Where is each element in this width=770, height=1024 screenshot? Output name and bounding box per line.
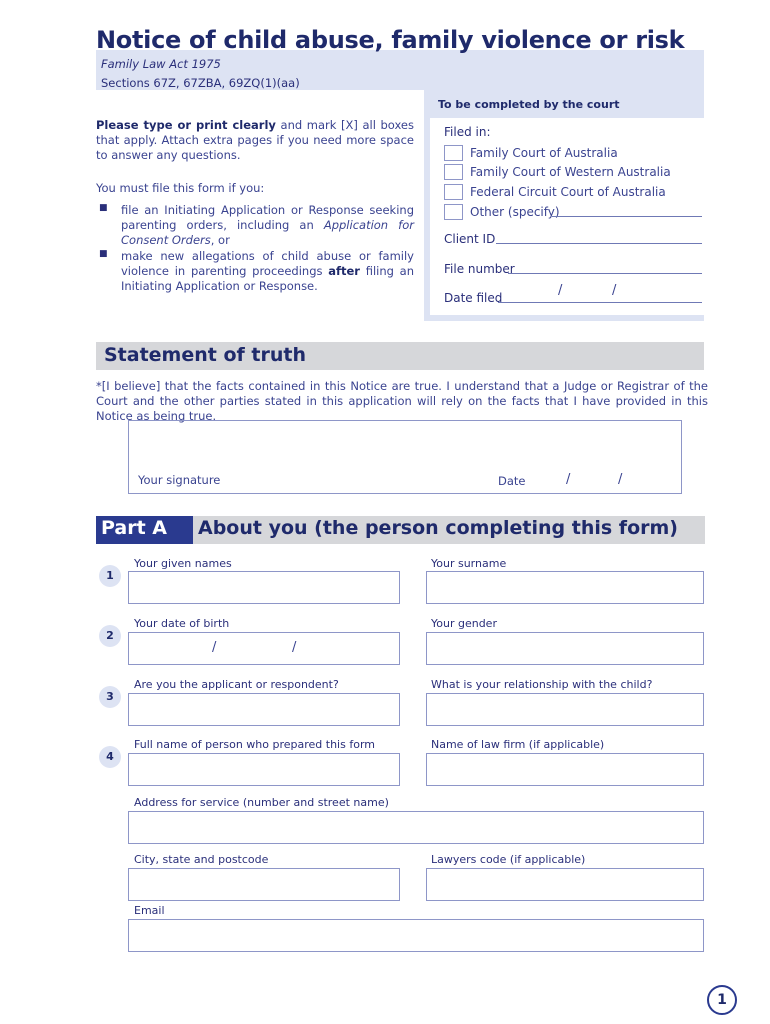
option-other: Other (specify) [470,205,560,219]
preparer-name-input[interactable] [128,753,400,786]
address-input[interactable] [128,811,704,844]
client-id-label: Client ID [444,232,496,246]
gender-label: Your gender [431,617,497,630]
act-name: Family Law Act 1975 [101,57,221,71]
law-firm-input[interactable] [426,753,704,786]
page-number: 1 [707,985,737,1015]
bullet-2-part-a: make new allegations of child abuse or family violence in parenting proceedings [121,249,414,278]
client-id-line[interactable] [496,243,702,244]
checkbox-federal-circuit[interactable] [444,184,463,200]
surname-input[interactable] [426,571,704,604]
question-number-2: 2 [99,625,121,647]
law-firm-label: Name of law firm (if applicable) [431,738,605,751]
dob-slash-1: / [212,640,217,655]
preparer-name-label: Full name of person who prepared this form [134,738,375,751]
option-family-court-wa: Family Court of Western Australia [470,165,671,179]
date-filed-slash-2: / [612,283,617,298]
act-sections: Sections 67Z, 67ZBA, 69ZQ(1)(aa) [101,76,300,90]
bullet-1-italic: Application for Consent Orders [121,218,414,247]
given-names-label: Your given names [134,557,232,570]
part-a-tag-text: Part A [101,517,168,539]
lawyers-code-input[interactable] [426,868,704,901]
file-number-label: File number [444,262,515,276]
question-number-1: 1 [99,565,121,587]
statement-date-slash-2: / [618,472,623,487]
surname-label: Your surname [431,557,507,570]
statement-date-slash-1: / [566,472,571,487]
court-panel-heading: To be completed by the court [438,98,620,111]
intro-bold: Please type or print clearly [96,118,276,132]
statement-date-label: Date [498,474,526,488]
bullet-1-part-b: , or [210,233,230,247]
statement-text: *[I believe] that the facts contained in this Notice are true. I understand that a Judge or Registrar of the Court and the other parties stated in this application will rely on the facts that I have provided in this Notice as being true. [96,379,708,423]
filed-in-label: Filed in: [444,125,491,139]
intro-rest: and mark [X] all boxes that apply. Attach extra pages if you need more space to answer any questions. [96,118,414,162]
date-filed-label: Date filed [444,291,503,305]
lawyers-code-label: Lawyers code (if applicable) [431,853,586,866]
email-input[interactable] [128,919,704,952]
bullet-2-text [121,249,414,294]
file-number-line[interactable] [508,273,702,274]
city-label: City, state and postcode [134,853,269,866]
intro-instructions [96,118,414,163]
question-number-3: 3 [99,686,121,708]
signature-label: Your signature [138,473,221,487]
form-title: Notice of child abuse, family violence or risk [96,26,685,54]
city-input[interactable] [128,868,400,901]
gender-input[interactable] [426,632,704,665]
checkbox-family-court[interactable] [444,145,463,161]
given-names-input[interactable] [128,571,400,604]
relationship-label: What is your relationship with the child? [431,678,653,691]
part-a-title: About you (the person completing this form) [198,517,678,539]
bullet-2-icon: ■ [99,249,108,259]
date-of-birth-label: Your date of birth [134,617,230,630]
applicant-respondent-input[interactable] [128,693,400,726]
checkbox-other[interactable] [444,204,463,220]
date-of-birth-input[interactable] [128,632,400,665]
date-filed-slash-1: / [558,283,563,298]
date-filed-line[interactable] [498,302,702,303]
question-number-4: 4 [99,746,121,768]
option-federal-circuit: Federal Circuit Court of Australia [470,185,666,199]
bullet-1-icon: ■ [99,203,108,213]
dob-slash-2: / [292,640,297,655]
email-label: Email [134,904,165,917]
must-file-label: You must file this form if you: [96,181,265,195]
applicant-respondent-label: Are you the applicant or respondent? [134,678,339,691]
option-family-court: Family Court of Australia [470,146,618,160]
address-label: Address for service (number and street name) [134,796,389,809]
bullet-1-text [121,203,414,248]
statement-title: Statement of truth [104,344,306,366]
relationship-input[interactable] [426,693,704,726]
bullet-2-part-b: filing an Initiating Application or Response. [121,264,415,293]
other-specify-line[interactable] [552,216,702,217]
checkbox-family-court-wa[interactable] [444,164,463,180]
bullet-2-bold: after [328,264,360,278]
bullet-1-part-a: file an Initiating Application or Response seeking parenting orders, including an [121,203,414,232]
